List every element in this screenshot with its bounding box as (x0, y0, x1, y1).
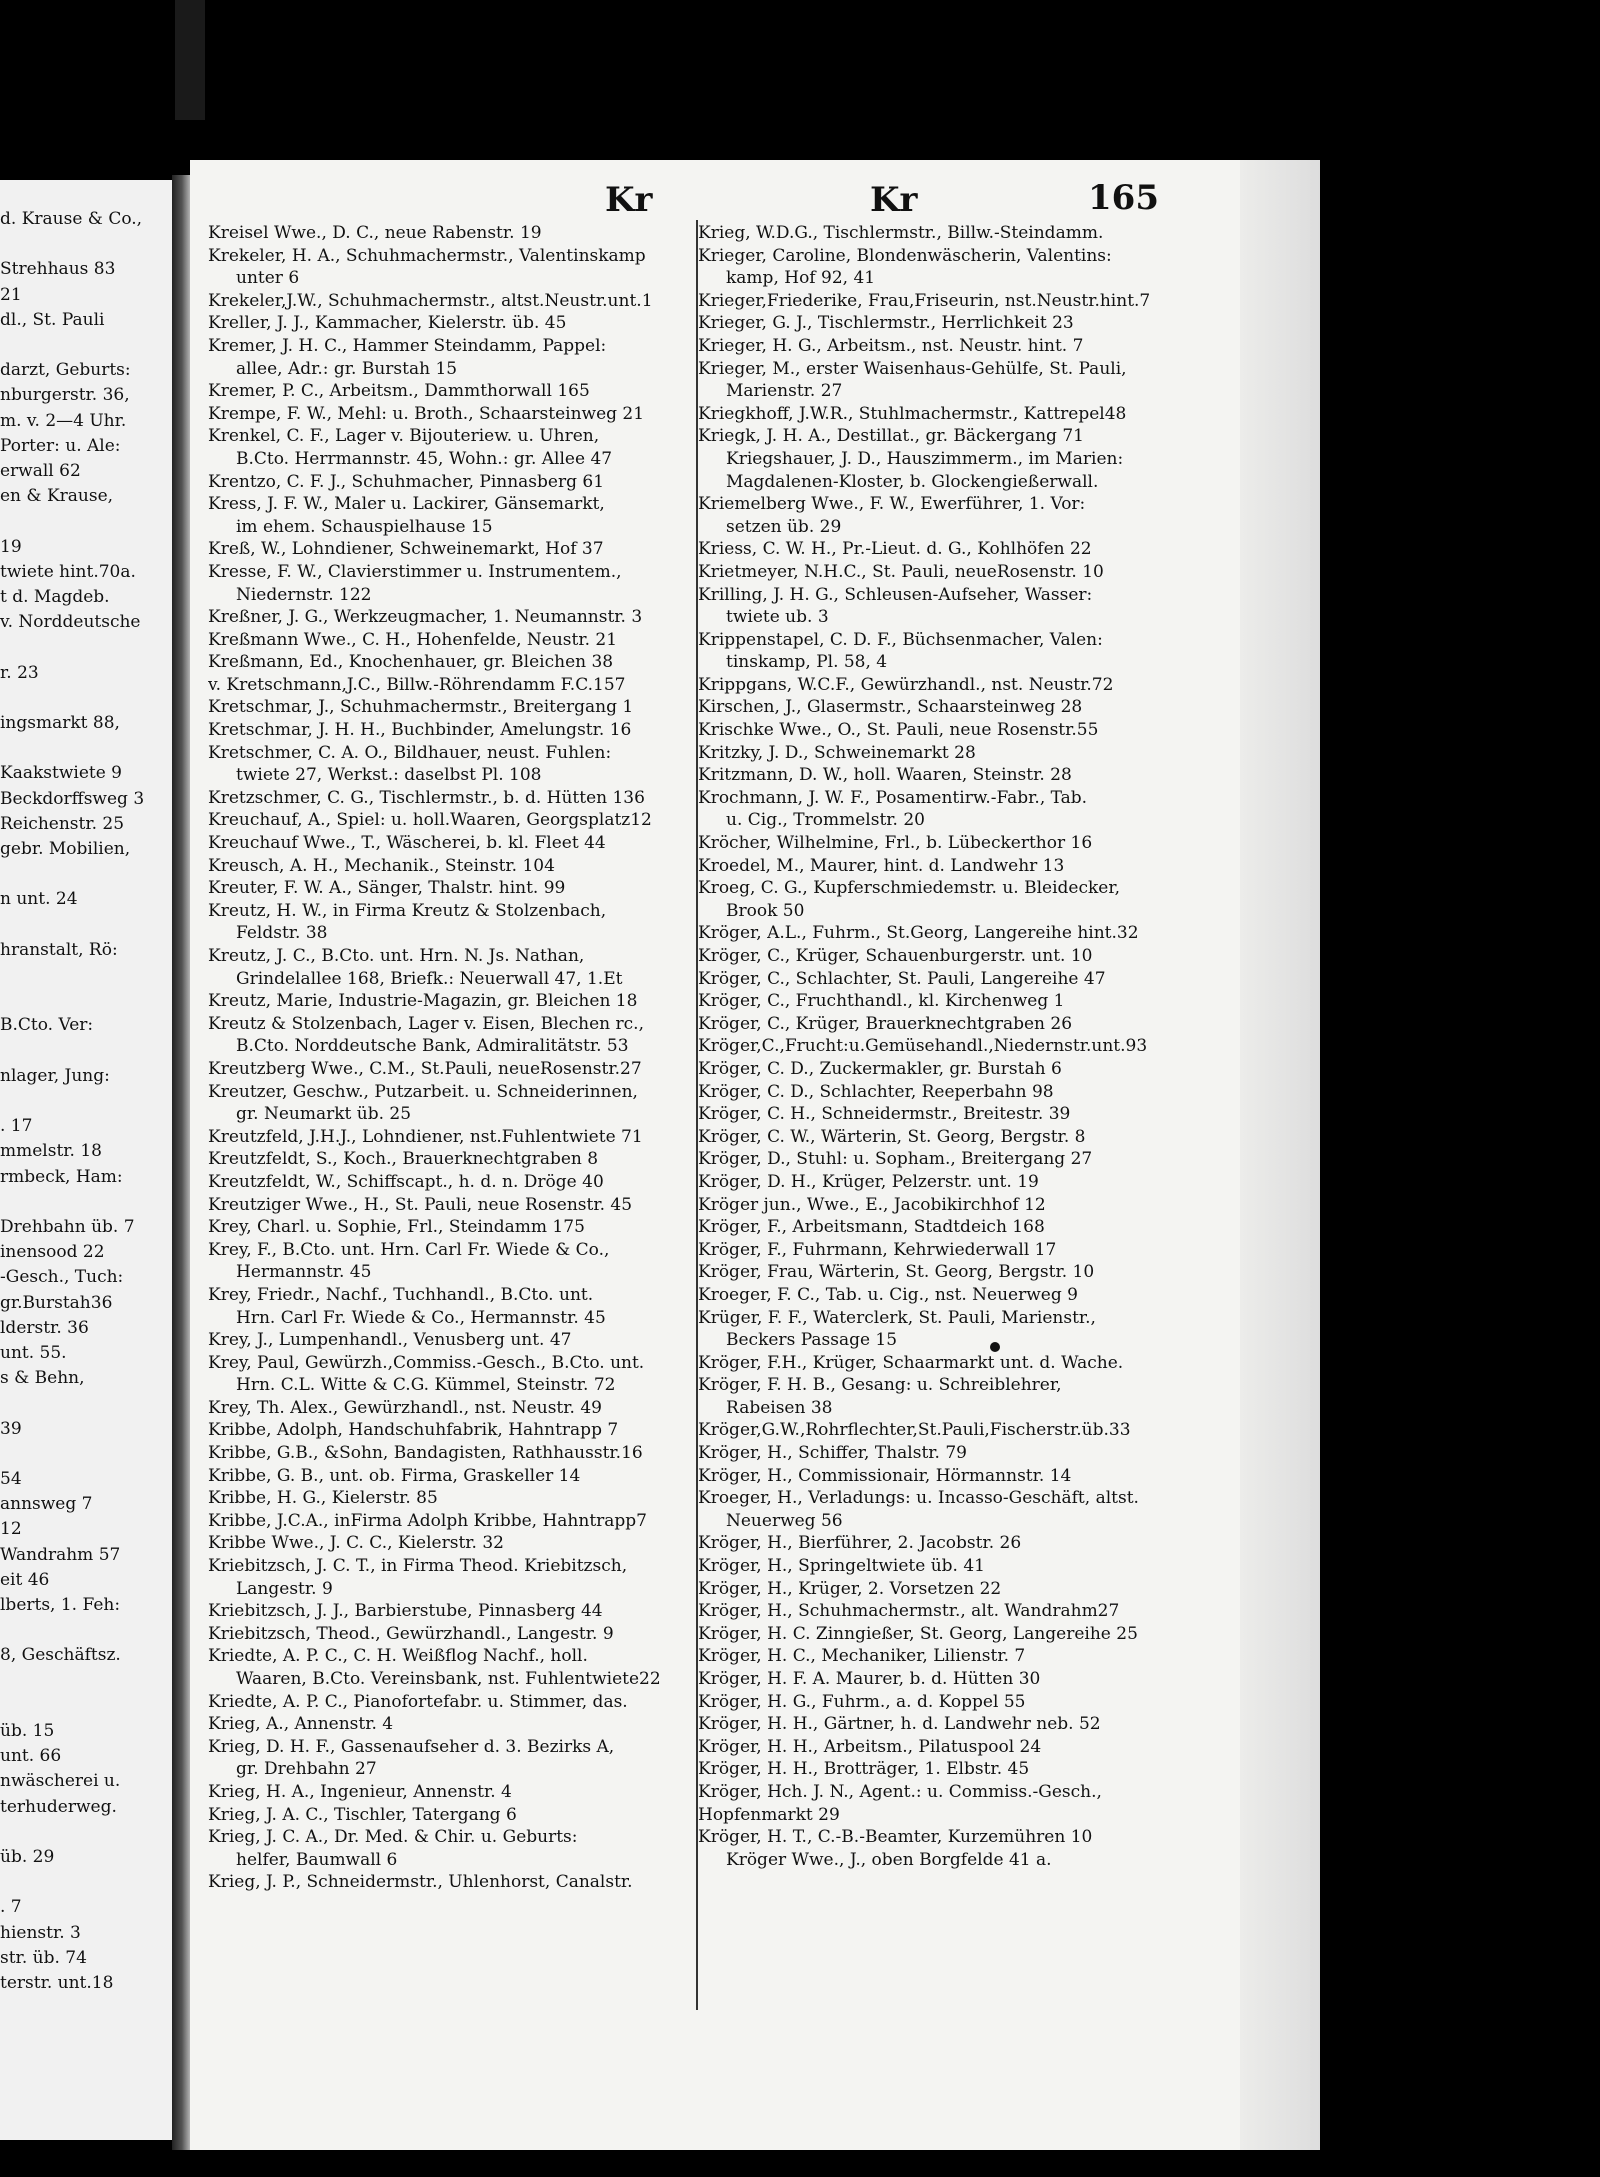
directory-entry: Kreß, W., Lohndiener, Schweinemarkt, Hof 37 (208, 539, 604, 560)
directory-entry: Kreßner, J. G., Werkzeugmacher, 1. Neumannstr. 3 (208, 607, 643, 628)
directory-entry: Kreutzfeld, J.H.J., Lohndiener, nst.Fuhlentwiete 71 (208, 1126, 643, 1147)
directory-entry: Krey, F., B.Cto. unt. Hrn. Carl Fr. Wiede & Co., (208, 1239, 610, 1260)
facing-page-line: üb. 15 (0, 1721, 55, 1741)
directory-entry: Krilling, J. H. G., Schleusen-Aufseher, Wasser: (698, 584, 1093, 605)
directory-entry: B.Cto. Herrmannstr. 45, Wohn.: gr. Allee 47 (236, 448, 613, 469)
directory-entry: B.Cto. Norddeutsche Bank, Admiralitätstr. 53 (236, 1036, 629, 1057)
facing-page-line: dl., St. Pauli (0, 309, 105, 330)
directory-entry: Neuerweg 56 (726, 1510, 843, 1531)
directory-entry: kamp, Hof 92, 41 (726, 268, 876, 289)
directory-entry: Kremer, J. H. C., Hammer Steindamm, Pappel: (208, 335, 607, 356)
directory-entry: Kröger, A.L., Fuhrm., St.Georg, Langereihe hint.32 (698, 923, 1139, 944)
directory-entry: Kretschmer, C. A. O., Bildhauer, neust. Fuhlen: (208, 742, 612, 763)
directory-entry: Grindelallee 168, Briefk.: Neuerwall 47, 1.Et (236, 968, 623, 989)
directory-entry: Kroeg, C. G., Kupferschmiedemstr. u. Bleidecker, (698, 878, 1121, 899)
directory-entry: tinskamp, Pl. 58, 4 (726, 652, 888, 673)
directory-entry: Kreutzfeldt, W., Schiffscapt., h. d. n. Dröge 40 (208, 1171, 604, 1192)
directory-entry: Krieg, W.D.G., Tischlermstr., Billw.-Steindamm. (698, 223, 1104, 243)
facing-page-line: ingsmarkt 88, (0, 713, 120, 733)
directory-entry: Magdalenen-Kloster, b. Glockengießerwall. (726, 471, 1099, 492)
margin-dot (990, 1342, 1000, 1352)
directory-entry: Krieger, Caroline, Blondenwäscherin, Valentins: (698, 245, 1112, 266)
directory-entry: Rabeisen 38 (726, 1397, 833, 1418)
facing-page-line: nburgerstr. 36, (0, 385, 130, 406)
directory-entry: Kröger, Frau, Wärterin, St. Georg, Bergstr. 10 (698, 1262, 1095, 1283)
facing-page-line: annsweg 7 (0, 1494, 93, 1515)
page-edge (1240, 160, 1320, 2150)
directory-entry: Kritzky, J. D., Schweinemarkt 28 (698, 742, 976, 763)
facing-page-line: rmbeck, Ham: (0, 1166, 123, 1187)
directory-entry: Kreuchauf Wwe., T., Wäscherei, b. kl. Fleet 44 (208, 833, 606, 854)
directory-entry: Kreutzer, Geschw., Putzarbeit. u. Schneiderinnen, (208, 1081, 638, 1102)
directory-entry: Kriegkhoff, J.W.R., Stuhlmachermstr., Kattrepel48 (698, 403, 1127, 424)
directory-entry: Kreuchauf, A., Spiel: u. holl.Waaren, Georgsplatz12 (208, 810, 652, 831)
directory-entry: Kreller, J. J., Kammacher, Kielerstr. üb. 45 (208, 313, 567, 334)
directory-entry: Kremer, P. C., Arbeitsm., Dammthorwall 165 (208, 381, 590, 402)
directory-entry: Kribbe, Adolph, Handschuhfabrik, Hahntrapp 7 (208, 1420, 619, 1441)
facing-page-line: unt. 55. (0, 1343, 67, 1363)
directory-entry: Krieg, J. A. C., Tischler, Tatergang 6 (208, 1804, 517, 1825)
directory-entry: Kreutz & Stolzenbach, Lager v. Eisen, Blechen rc., (208, 1013, 644, 1034)
column-left (208, 222, 700, 1894)
directory-entry: Kröger, Hch. J. N., Agent.: u. Commiss.-Gesch., (698, 1781, 1102, 1802)
directory-entry: Kröger, H., Bierführer, 2. Jacobstr. 26 (698, 1533, 1022, 1554)
directory-entry: Kribbe, G. B., unt. ob. Firma, Graskeller 14 (208, 1465, 581, 1486)
facing-page-line: Strehhaus 83 (0, 259, 116, 280)
directory-entry: Kreusch, A. H., Mechanik., Steinstr. 104 (208, 855, 555, 876)
directory-entry: Kröger, H. C., Mechaniker, Lilienstr. 7 (698, 1646, 1026, 1667)
directory-entry: helfer, Baumwall 6 (236, 1849, 398, 1870)
directory-entry: Kress, J. F. W., Maler u. Lackirer, Gänsemarkt, (208, 494, 605, 515)
directory-entry: Kröger, D., Stuhl: u. Sopham., Breitergang 27 (698, 1149, 1093, 1170)
facing-page-line: twiete hint.70a. (0, 561, 136, 582)
directory-entry: Kröger, H. G., Fuhrm., a. d. Koppel 55 (698, 1691, 1026, 1712)
facing-page-line: gebr. Mobilien, (0, 839, 131, 859)
directory-entry: Kroedel, M., Maurer, hint. d. Landwehr 13 (698, 855, 1065, 876)
directory-entry: Krekeler, H. A., Schuhmachermstr., Valentinskamp (208, 245, 646, 266)
directory-entry: Kresse, F. W., Clavierstimmer u. Instrumentem., (208, 561, 622, 582)
directory-entry: Kriemelberg Wwe., F. W., Ewerführer, 1. Vor: (698, 494, 1086, 515)
directory-entry: Kröger,G.W.,Rohrflechter,St.Pauli,Fischerstr.üb.33 (698, 1420, 1131, 1441)
directory-entry: Kriebitzsch, J. J., Barbierstube, Pinnasberg 44 (208, 1601, 603, 1622)
column-right (698, 222, 1228, 1871)
directory-entry: setzen üb. 29 (726, 516, 842, 537)
directory-entry: Kribbe, G.B., &Sohn, Bandagisten, Rathhausstr.16 (208, 1443, 643, 1464)
facing-page-line: inensood 22 (0, 1242, 105, 1263)
directory-entry: Kröger, H., Krüger, 2. Vorsetzen 22 (698, 1578, 1002, 1599)
facing-page-line: Porter: u. Ale: (0, 435, 121, 456)
directory-entry: Hopfenmarkt 29 (698, 1804, 840, 1825)
facing-page-line: r. 23 (0, 662, 39, 683)
directory-entry: Kröger, C. H., Schneidermstr., Breitestr. 39 (698, 1104, 1071, 1125)
directory-entry: Kriegshauer, J. D., Hauszimmerm., im Marien: (726, 448, 1124, 469)
directory-entry: Krieger,Friederike, Frau,Friseurin, nst.Neustr.hint.7 (698, 290, 1151, 311)
directory-entry: Krieg, J. C. A., Dr. Med. & Chir. u. Geburts: (208, 1827, 578, 1848)
directory-entry: Krietmeyer, N.H.C., St. Pauli, neueRosenstr. 10 (698, 561, 1104, 582)
directory-entry: Kirschen, J., Glasermstr., Schaarsteinweg 28 (698, 697, 1083, 718)
directory-entry: Kröger, F.H., Krüger, Schaarmarkt unt. d. Wache. (698, 1352, 1124, 1373)
facing-page-line: Wandrahm 57 (0, 1544, 121, 1565)
directory-entry: Krüger, F. F., Waterclerk, St. Pauli, Marienstr., (698, 1307, 1096, 1328)
facing-page-line: gr.Burstah36 (0, 1292, 113, 1313)
directory-entry: Kröger, C., Krüger, Brauerknechtgraben 26 (698, 1013, 1073, 1034)
directory-entry: Kribbe, J.C.A., inFirma Adolph Kribbe, Hahntrapp7 (208, 1510, 647, 1531)
directory-entry: Kröger, C., Krüger, Schauenburgerstr. unt. 10 (698, 946, 1093, 966)
running-head-left: Kr (605, 180, 653, 220)
page-number: 165 (1088, 178, 1159, 218)
facing-page-line: nlager, Jung: (0, 1065, 110, 1086)
directory-entry: Marienstr. 27 (726, 381, 843, 402)
directory-entry: u. Cig., Trommelstr. 20 (726, 810, 925, 831)
directory-entry: Kröger, H. H., Gärtner, h. d. Landwehr neb. 52 (698, 1714, 1101, 1735)
directory-entry: Kröger, F., Fuhrmann, Kehrwiederwall 17 (698, 1239, 1057, 1260)
directory-entry: Kröger, H. H., Brotträger, 1. Elbstr. 45 (698, 1759, 1030, 1780)
facing-page-line: erwall 62 (0, 461, 81, 481)
directory-entry: Kretschmar, J., Schuhmachermstr., Breitergang 1 (208, 697, 634, 718)
facing-page-line: -Gesch., Tuch: (0, 1267, 124, 1288)
directory-entry: Hermannstr. 45 (236, 1262, 372, 1283)
directory-entry: Kröger, H., Springeltwiete üb. 41 (698, 1556, 985, 1577)
directory-entry: Kröger, H., Commissionair, Hörmannstr. 14 (698, 1465, 1072, 1486)
directory-entry: Kreuter, F. W. A., Sänger, Thalstr. hint. 99 (208, 878, 566, 899)
facing-page-line: v. Norddeutsche (0, 612, 141, 633)
directory-entry: Krieg, J. P., Schneidermstr., Uhlenhorst, Canalstr. (208, 1872, 633, 1893)
facing-page-line: eit 46 (0, 1569, 50, 1590)
directory-entry: Kretschmar, J. H. H., Buchbinder, Amelungstr. 16 (208, 720, 632, 741)
directory-entry: Feldstr. 38 (236, 923, 328, 944)
facing-page-line: Beckdorffsweg 3 (0, 788, 145, 809)
directory-entry: twiete 27, Werkst.: daselbst Pl. 108 (236, 765, 542, 786)
facing-page-line: 54 (0, 1469, 22, 1489)
facing-page-line: s & Behn, (0, 1368, 85, 1389)
directory-entry: Krenkel, C. F., Lager v. Bijouteriew. u. Uhren, (208, 426, 600, 447)
directory-entry: Kreutzfeldt, S., Koch., Brauerknechtgraben 8 (208, 1149, 599, 1170)
directory-entry: Niedernstr. 122 (236, 584, 372, 605)
directory-entry: Kroeger, H., Verladungs: u. Incasso-Geschäft, altst. (698, 1488, 1139, 1509)
facing-page-line: . 17 (0, 1116, 33, 1137)
directory-entry: Kriess, C. W. H., Pr.-Lieut. d. G., Kohlhöfen 22 (698, 539, 1092, 560)
facing-page-line: t d. Magdeb. (0, 587, 110, 607)
directory-entry: Krey, J., Lumpenhandl., Venusberg unt. 47 (208, 1330, 572, 1351)
directory-entry: Kreßmann, Ed., Knochenhauer, gr. Bleichen 38 (208, 652, 614, 673)
facing-page-line: hienstr. 3 (0, 1922, 81, 1943)
directory-entry: Krippenstapel, C. D. F., Büchsenmacher, Valen: (698, 629, 1103, 650)
directory-entry: Kreutzberg Wwe., C.M., St.Pauli, neueRosenstr.27 (208, 1058, 642, 1079)
facing-page-line: B.Cto. Ver: (0, 1015, 94, 1036)
directory-entry: Beckers Passage 15 (726, 1330, 898, 1351)
directory-entry: Kriebitzsch, Theod., Gewürzhandl., Langestr. 9 (208, 1623, 614, 1644)
directory-entry: Kriegk, J. H. A., Destillat., gr. Bäckergang 71 (698, 426, 1084, 447)
directory-entry: Kriedte, A. P. C., C. H. Weißflog Nachf., holl. (208, 1646, 588, 1667)
directory-entry: Kröger, H., Schuhmachermstr., alt. Wandrahm27 (698, 1601, 1120, 1622)
directory-entry: Kreutz, Marie, Industrie-Magazin, gr. Bleichen 18 (208, 991, 638, 1012)
directory-entry: Kröger, C. W., Wärterin, St. Georg, Bergstr. 8 (698, 1126, 1086, 1147)
directory-entry: v. Kretschmann,J.C., Billw.-Röhrendamm F.C.157 (208, 674, 626, 695)
facing-page-line: n unt. 24 (0, 889, 78, 910)
directory-entry: Kreßmann Wwe., C. H., Hohenfelde, Neustr. 21 (208, 629, 618, 650)
directory-entry: Krentzo, C. F. J., Schuhmacher, Pinnasberg 61 (208, 471, 605, 492)
directory-entry: Krippgans, W.C.F., Gewürzhandl., nst. Neustr.72 (698, 674, 1114, 695)
directory-entry: Kröger, H. F. A. Maurer, b. d. Hütten 30 (698, 1669, 1041, 1689)
facing-page-line: darzt, Geburts: (0, 360, 131, 381)
directory-entry: gr. Neumarkt üb. 25 (236, 1104, 412, 1125)
directory-entry: Krochmann, J. W. F., Posamentirw.-Fabr., Tab. (698, 787, 1088, 808)
facing-page-line: mmelstr. 18 (0, 1141, 102, 1162)
directory-entry: Kriebitzsch, J. C. T., in Firma Theod. Kriebitzsch, (208, 1556, 628, 1577)
binding-strip (175, 0, 205, 120)
facing-page-line: unt. 66 (0, 1746, 62, 1767)
directory-entry: Kretzschmer, C. G., Tischlermstr., b. d. Hütten 136 (208, 787, 645, 808)
facing-page-fragment (0, 180, 178, 2140)
directory-entry: Kröger, F., Arbeitsmann, Stadtdeich 168 (698, 1217, 1045, 1238)
facing-page-line: Kaakstwiete 9 (0, 763, 122, 784)
directory-entry: Kröger, F. H. B., Gesang: u. Schreiblehrer, (698, 1375, 1062, 1396)
directory-entry: Hrn. Carl Fr. Wiede & Co., Hermannstr. 45 (236, 1307, 606, 1328)
directory-entry: Kröger,C.,Frucht:u.Gemüsehandl.,Niedernstr.unt.93 (698, 1036, 1148, 1057)
directory-entry: Hrn. C.L. Witte & C.G. Kümmel, Steinstr. 72 (236, 1375, 616, 1396)
facing-page-line: hranstalt, Rö: (0, 939, 118, 960)
directory-entry: Kreutz, H. W., in Firma Kreutz & Stolzenbach, (208, 900, 607, 921)
directory-entry: Kröger jun., Wwe., E., Jacobikirchhof 12 (698, 1194, 1046, 1215)
directory-entry: Kröger, H. H., Arbeitsm., Pilatuspool 24 (698, 1736, 1042, 1757)
facing-page-line: 39 (0, 1418, 22, 1439)
facing-page-line: Drehbahn üb. 7 (0, 1217, 135, 1237)
directory-entry: Brook 50 (726, 900, 805, 921)
facing-page-line: terhuderweg. (0, 1796, 117, 1817)
directory-entry: Krischke Wwe., O., St. Pauli, neue Rosenstr.55 (698, 720, 1099, 741)
directory-entry: Krieg, H. A., Ingenieur, Annenstr. 4 (208, 1781, 512, 1802)
facing-page-line: 8, Geschäftsz. (0, 1645, 121, 1666)
directory-entry: Krieger, H. G., Arbeitsm., nst. Neustr. hint. 7 (698, 335, 1084, 356)
directory-entry: Kroeger, F. C., Tab. u. Cig., nst. Neuerweg 9 (698, 1284, 1078, 1305)
directory-entry: Kreisel Wwe., D. C., neue Rabenstr. 19 (208, 223, 542, 243)
directory-entry: Kröger, C., Fruchthandl., kl. Kirchenweg 1 (698, 991, 1065, 1012)
directory-entry: Krieg, A., Annenstr. 4 (208, 1714, 394, 1735)
directory-entry: Kröger, H. C. Zinngießer, St. Georg, Langereihe 25 (698, 1623, 1138, 1644)
directory-entry: Waaren, B.Cto. Vereinsbank, nst. Fuhlentwiete22 (236, 1669, 661, 1689)
directory-entry: im ehem. Schauspielhause 15 (236, 516, 493, 537)
directory-entry: Kribbe, H. G., Kielerstr. 85 (208, 1488, 438, 1509)
directory-entry: Kribbe Wwe., J. C. C., Kielerstr. 32 (208, 1533, 504, 1554)
directory-entry: Langestr. 9 (236, 1578, 333, 1599)
directory-entry: Kröger, C., Schlachter, St. Pauli, Langereihe 47 (698, 968, 1106, 989)
directory-entry: Krieger, G. J., Tischlermstr., Herrlichkeit 23 (698, 313, 1074, 334)
directory-entry: Kröger Wwe., J., oben Borgfelde 41 a. (726, 1849, 1052, 1870)
directory-entry: Krieg, D. H. F., Gassenaufseher d. 3. Bezirks A, (208, 1736, 615, 1757)
facing-page-line: üb. 29 (0, 1847, 55, 1867)
directory-entry: Kröger, C. D., Schlachter, Reeperbahn 98 (698, 1081, 1054, 1102)
directory-entry: Kröger, H. T., C.-B.-Beamter, Kurzemühren 10 (698, 1827, 1093, 1848)
facing-page-line: lberts, 1. Feh: (0, 1595, 121, 1615)
directory-entry: twiete ub. 3 (726, 607, 829, 628)
facing-page-line: 21 (0, 284, 22, 305)
directory-entry: Kritzmann, D. W., holl. Waaren, Steinstr. 28 (698, 765, 1072, 786)
directory-entry: Kriedte, A. P. C., Pianofortefabr. u. Stimmer, das. (208, 1691, 628, 1712)
facing-page-line: terstr. unt.18 (0, 1973, 114, 1993)
directory-entry: Kreutz, J. C., B.Cto. unt. Hrn. N. Js. Nathan, (208, 946, 585, 966)
directory-entry: Krempe, F. W., Mehl: u. Broth., Schaarsteinweg 21 (208, 403, 645, 424)
directory-page (190, 160, 1240, 2150)
directory-entry: Krey, Charl. u. Sophie, Frl., Steindamm 175 (208, 1217, 585, 1238)
directory-entry: Kreutziger Wwe., H., St. Pauli, neue Rosenstr. 45 (208, 1194, 633, 1215)
facing-page-line: Reichenstr. 25 (0, 813, 125, 834)
directory-entry: Kröger, H., Schiffer, Thalstr. 79 (698, 1443, 967, 1464)
directory-entry: Krey, Friedr., Nachf., Tuchhandl., B.Cto. unt. (208, 1284, 594, 1305)
facing-page-line: . 7 (0, 1897, 22, 1918)
book-gutter (172, 175, 192, 2150)
directory-entry: allee, Adr.: gr. Burstah 15 (236, 358, 458, 379)
facing-page-line: 12 (0, 1519, 22, 1540)
directory-entry: Kröger, D. H., Krüger, Pelzerstr. unt. 19 (698, 1171, 1039, 1192)
facing-page-line: str. üb. 74 (0, 1947, 87, 1968)
facing-page-line: m. v. 2—4 Uhr. (0, 410, 127, 431)
directory-entry: Krey, Paul, Gewürzh.,Commiss.-Gesch., B.Cto. unt. (208, 1352, 645, 1373)
directory-entry: Krey, Th. Alex., Gewürzhandl., nst. Neustr. 49 (208, 1397, 602, 1418)
directory-entry: Kröcher, Wilhelmine, Frl., b. Lübeckerthor 16 (698, 833, 1093, 854)
facing-page-line: lderstr. 36 (0, 1317, 89, 1338)
directory-entry: Krekeler,J.W., Schuhmachermstr., altst.Neustr.unt.1 (208, 290, 653, 311)
facing-page-line: en & Krause, (0, 486, 114, 507)
facing-page-line: 19 (0, 536, 22, 557)
directory-entry: gr. Drehbahn 27 (236, 1759, 377, 1780)
directory-entry: Kröger, C. D., Zuckermakler, gr. Burstah 6 (698, 1058, 1062, 1079)
facing-page-line: d. Krause & Co., (0, 209, 143, 229)
directory-entry: Krieger, M., erster Waisenhaus-Gehülfe, St. Pauli, (698, 358, 1127, 379)
running-head-right: Kr (870, 180, 918, 220)
directory-entry: unter 6 (236, 268, 300, 289)
facing-page-line: nwäscherei u. (0, 1771, 121, 1792)
